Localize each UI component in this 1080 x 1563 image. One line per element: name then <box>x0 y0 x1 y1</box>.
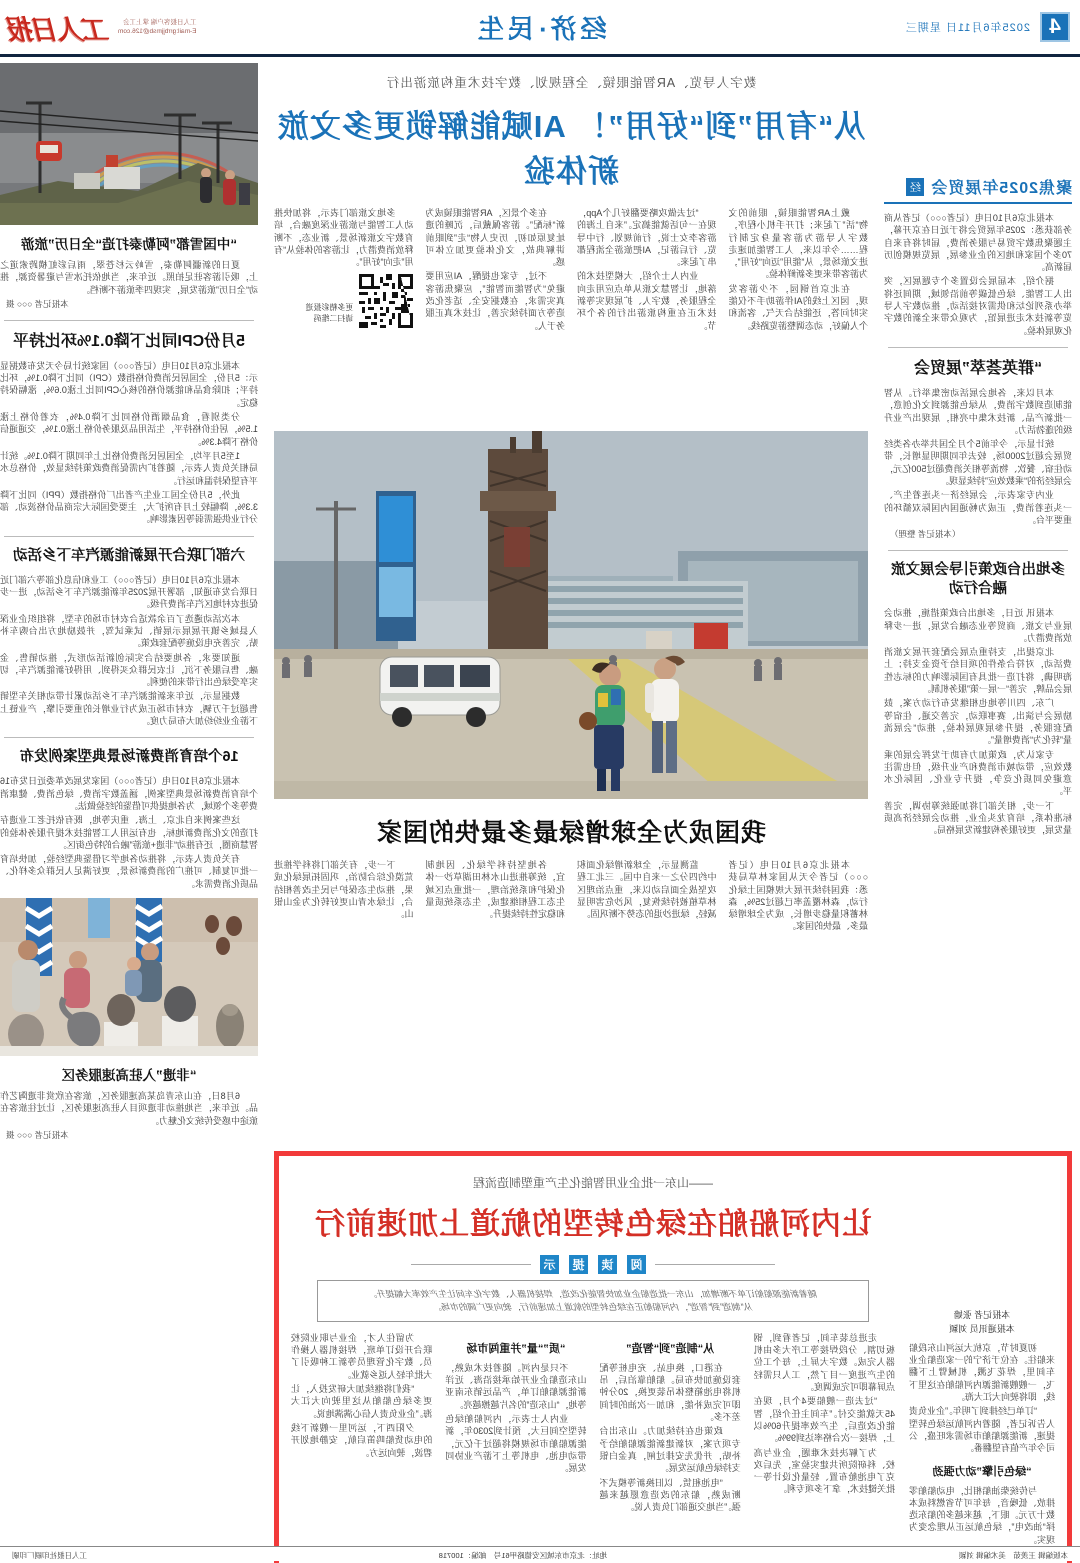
text-column <box>274 859 414 1001</box>
article-paragraph: 广东、四川等地也相继发布行动方案，鼓励展会与演出、赛事联动，完善交通、住宿等配套服务，提升参展观展体验，推动“会展流量”转化为“消费增量”。 <box>884 698 1072 746</box>
article-paragraph: 统计显示，今年前5个月全国共举办各类经贸展会超过2000场，较去年同期明显增长，带动住宿、餐饮、物流等相关消费超过500亿元，会展经济的“乘数效应”持续显现。 <box>884 439 1072 487</box>
reading-tip-box <box>317 1280 869 1322</box>
text-column <box>426 859 566 1001</box>
feature-subhead: “绿色引擎”动力强劲 <box>932 1465 1032 1478</box>
divider <box>888 550 1068 551</box>
gallery-article-headline: “非遗”入驻高速服务区 <box>61 1067 197 1083</box>
ai-article-headline: 从“有用”到“好用”！ AI赋能解锁更多文旅新体验 <box>276 109 866 189</box>
footer-left: 本版编辑 王羡茹 美术编辑 刘颖 <box>958 1551 1068 1560</box>
article-paragraph: 业内专家表示，会展经济一头连着生产、一头连着消费，正成为畅通国内国际双循环的重要平台。 <box>884 490 1072 525</box>
text-column <box>291 1332 432 1563</box>
qr-code <box>360 274 414 328</box>
section-title: 经济·民生 <box>473 13 607 44</box>
focus-tag-label: 聚焦2025年展贸会 <box>930 180 1072 197</box>
column-left <box>884 63 1072 1141</box>
text-column <box>274 207 414 425</box>
article-headline: “群英荟萃”展贸会 <box>914 359 1043 377</box>
feature-red-box <box>274 1151 1072 1563</box>
ai-article-kicker: 数字人导览、AR智能眼镜、全程规划、数字技术重构旅游出行 <box>385 76 757 90</box>
article-paragraph: 与传统柴油船相比，电动船舶零排放、低噪音，每年可节省燃料成本数十万元。眼下，越来越多的船东选择“油改电”，绿色航运正从理念变为现实。 <box>909 1485 1055 1545</box>
article-paragraph: 分类别看，食品烟酒价格同比下降0.4%，衣着价格上涨1.5%，居住价格持平，生活用品及服务价格上涨0.1%，交通通信价格下降4.3%。 <box>0 412 258 447</box>
text-column <box>577 859 717 1001</box>
qr-block <box>274 274 414 328</box>
article-paragraph: 本报北京6月10日电（记者○○○）记者从商务部获悉：2025年展贸会将于近日在京开幕，主题聚焦数字贸易与服务消费，届时将有来自70多个国家和地区的企业参展，展览规模创历届新高。 <box>884 213 1072 273</box>
divider <box>4 737 254 738</box>
feature-byline <box>909 1308 1055 1336</box>
tip-rule <box>655 1264 775 1265</box>
feature-byline-line2: 本报通讯员 刘颖 <box>949 1323 1015 1334</box>
article-paragraph: 夏日的新疆阿勒泰，雪岭云杉苍翠，雨后彩虹横跨索道之上，吸引游客驻足拍照。近年来，当地依托冰雪与避暑资源，推动“全日历”旅游发展，实现四季旅游不断档。 <box>0 260 258 295</box>
feature-subhead: “质”“量”并重闯市场 <box>466 1342 566 1355</box>
article-paragraph: 本月以来，各地会展活动密集举行。从智能制造到数字消费，从绿色能源到文化创意，一批新产品、新技术集中亮相，展现出产业升级的蓬勃活力。 <box>884 387 1072 435</box>
article-paragraph: 在多个景区，AR智能眼镜成为新“标配”。游客佩戴后，沉睡的遗址复原如初，历史人物“走”到眼前讲解典故，文化体验更加立体可感。 <box>425 208 565 268</box>
newspaper-logo: 工人日报 <box>10 14 110 45</box>
brand-subtext-line2: E-mail:grrbjjmsb@126.com <box>118 28 197 35</box>
dateline: 2025年6月11日 星期三 <box>904 22 1030 34</box>
article-paragraph: 不过，专家也提醒，AI应用要避免“为智能而智能”，应聚焦游客真实需求，在数据安全、适老化改造等方面持续完善，让技术真正服务于人。 <box>425 271 565 331</box>
article-paragraph: “我们将继续加大研发投入，让更多绿色船舶从这里驶向大江大海。”企业负责人信心满满地说。 <box>291 1384 433 1419</box>
article-byline: （本报记者 整理） <box>890 529 961 540</box>
article-paragraph: 本报讯 近日，多地出台政策措施，推动会展业与文旅、商贸等业态融合发展，进一步释放消费潜力。 <box>884 608 1072 643</box>
article-headline: 多地出台政策引导会展文旅融合行动 <box>891 562 1065 598</box>
article-paragraph: 这些案例来自北京、上海、重庆等地，既有依托老工业遗存打造的文化消费新地标，也有运用人工智能技术提升服务体验的智慧商圈，还有推动“非遗+旅游”融合的特色街区。 <box>0 815 258 850</box>
auto-headline: 六部门联合开展新能源汽车下乡活动 <box>13 547 245 564</box>
qr-caption <box>306 302 354 324</box>
page-grid <box>0 57 1080 1563</box>
article-paragraph: 下一步，相关部门将加强统筹协调，完善标准体系，培育龙头企业，推动会展经济高质量发展，更好服务构建新发展格局。 <box>884 800 1072 836</box>
page-number-box: 4 <box>1040 12 1070 42</box>
photo-credit: 本报记者 ○○○ 摄 <box>6 298 69 309</box>
article-paragraph: 戴上AR智能眼镜，眼前的文物“活”了起来；打开手机小程序，数字人导游为游客量身定制行程……今年以来，人工智能加速走进文旅场景，从“能用”迈向“好用”，为游客带来更多新鲜体验。 <box>728 208 868 280</box>
feature-byline-line1: 本报记者 张嫱 <box>953 1309 1011 1320</box>
divider <box>4 536 254 537</box>
article-paragraph: “电池租赁、以旧换新等模式不断成熟，船东的改造意愿越来越强。”当地交通部门负责人说。 <box>599 1477 741 1513</box>
divider <box>888 347 1068 348</box>
article-paragraph: 在港口，换电站、充电桩等配套设施加快布局。船舶靠泊后，吊机将电池箱整体吊装更换，20分钟即可完成补能，和加一次油的时间差不多。 <box>599 1362 741 1423</box>
article-paragraph: 6月8日，在山东青岛某高速服务区，旅客在欣赏非遗陶艺作品。近年来，当地推动非遗项目入驻高速服务区，让过往旅客在旅途中感受传统文化魅力。 <box>0 1090 258 1126</box>
gallery-photo <box>0 898 258 1056</box>
focus-tag-icon: 经 <box>906 178 924 196</box>
tip-char: 示 <box>540 1255 559 1274</box>
article-paragraph: “过去做攻略要翻好几个App，现在一句话就能搞定。”来自上海的游客李女士说，行前规划、行中导览、行后游记，AI把旅游全流程都串了起来。 <box>577 208 717 268</box>
main-photo <box>274 431 868 799</box>
tip-char: 阅 <box>627 1255 646 1274</box>
text-column <box>754 1332 895 1563</box>
text-column <box>729 207 869 425</box>
article-paragraph: 下一步，有关部门将科学推进荒漠化综合防治，巩固拓展绿化成果，推动生态保护与民生改善相结合，让绿水青山更好转化为金山银山。 <box>274 860 414 920</box>
article-paragraph: “订单已经排到了明年。”企业负责人告诉记者，随着内河航运绿色转型提速，新能源船舶市场需求旺盛，公司今年产值有望翻番。 <box>909 1406 1055 1454</box>
article-paragraph: 走进总装车间，记者看到，钢板切割、分段焊接等工序大多由机器人完成。数字大屏上，每个工位的生产进度一目了然，工人只需轻点屏幕即可完成调度。 <box>753 1332 895 1393</box>
article-paragraph: 本报北京6月10日电（记者○○○）国家统计局今天发布数据显示：5月份，全国居民消费价格指数（CPI）同比下降0.1%，环比持平；扣除食品和能源价格的核心CPI同比上涨0.6%，涨幅保持稳定。 <box>0 360 258 408</box>
article-paragraph: 据介绍，本届展会设置多个专题展区，突出人工智能、绿色低碳等前沿领域，期间还将举办系列论坛和供需对接活动，推动数字人导览等新技术走进展馆，为观众带来全新的数字化观展体验。 <box>884 276 1072 336</box>
text-column <box>426 207 566 425</box>
article-paragraph: 本报北京6月10日电（记者○○○）国家发展改革委近日发布16个培育消费新场景典型案例，涵盖数字消费、绿色消费、健康消费等多个领域，为各地提供可借鉴的经验做法。 <box>0 776 258 811</box>
reading-tip-badge <box>291 1255 895 1274</box>
green-article-body <box>274 859 868 1001</box>
article-paragraph: 通知要求，各地要结合实际创新活动形式，推动销售、金融、售后服务下沉，让农民群众买得到、用得好新能源汽车，切实享受绿色出行带来的便利。 <box>0 652 258 688</box>
column-right <box>0 63 258 1141</box>
article-paragraph: 政策也在持续加力。山东出台专项方案，对新建新能源船舶给予补贴，并优先安排过闸，真金白银支持绿色航运发展。 <box>599 1426 741 1474</box>
article-paragraph: 业内人士表示，内河船舶绿色转型空间巨大，预计到2030年，新能源船舶市场规模将超过千亿元，带动电池、电机等上下游产业协同发展。 <box>445 1414 587 1474</box>
article-paragraph: 各地坚持科学绿化、因地制宜，统筹推进山水林田湖草沙一体化保护和系统治理，一批重点区域生态工程相继建成，生态系统质量和稳定性持续提升。 <box>425 860 565 920</box>
ai-article-body <box>274 207 868 425</box>
tip-char: 提 <box>569 1255 588 1274</box>
column-center <box>274 63 868 1141</box>
article-paragraph: 1至5月平均，全国居民消费价格比上年同期下降0.1%。统计局相关负责人表示，随着扩内需促消费政策持续显效，价格总水平有望保持温和运行。 <box>0 450 258 486</box>
text-column <box>445 1332 586 1563</box>
article-paragraph: 多地文旅部门表示，将加快推动人工智能与旅游业深度融合，培育数字文旅新场景、新业态，不断释放消费潜力，让游客的体验从“有用”走向“好用”。 <box>274 208 414 268</box>
article-paragraph: 本次活动遴选了百余款适合农村市场的车型，将组织企业深入县域乡镇开展展示展销、试乘试驾，并鼓励地方出台购车补贴、完善充电设施等配套政策。 <box>0 613 258 649</box>
qr-caption-line1: 更多精彩报道 <box>305 303 354 313</box>
masthead <box>0 0 1080 57</box>
article-paragraph: 监测显示，全球新增绿化面积中约四分之一来自中国。三北工程攻坚战全面启动以来，重点治理区林草植被持续恢复，风沙危害明显减轻，绿进沙退的态势不断巩固。 <box>577 860 717 920</box>
article-paragraph: “过去造一艘船要4个月，现在45天就能交付。”车间主任介绍，智能化改造后，生产效率提升60%以上，焊接一次合格率达到99%。 <box>753 1396 895 1444</box>
tip-line2: 从“制造”到“智造”，内河船舶正在绿色转型的航道上加速前行，驶向更广阔的市场。 <box>433 1301 753 1312</box>
qr-caption-line2: 请扫二维码 <box>313 314 354 324</box>
feature-first-column <box>909 1166 1055 1563</box>
article-paragraph: 此外，5月份全国工业生产者出厂价格指数（PPI）同比下降3.3%，降幅较上月有所扩大，主要受国际大宗商品价格波动、部分行业供强需弱等因素影响。 <box>0 489 258 525</box>
page-footer <box>0 1546 1080 1561</box>
feature-headline: 让内河船舶在绿色转型的航道上加速前行 <box>314 1207 872 1241</box>
article-paragraph: 在北京首钢园，不少游客发现，园区上线的AI伴游助手不仅能实时问答，还能结合天气、客流和个人偏好，动态调整游览路线。 <box>728 283 868 331</box>
green-article-headline: 我国成为全球增绿最多最快的国家 <box>376 819 767 847</box>
brand-subtext-line1: 工人日报客户端 掌上工会 <box>123 19 197 26</box>
focus-section-tag <box>884 175 1072 204</box>
tip-line1: 随着新能源船舶订单不断增加，山东一批造船企业加快智能化改造，焊接机器人、数字化车间让生产效率大幅提升。 <box>368 1288 818 1299</box>
feature-kicker: ——山东一批企业用智能化生产重塑制造流程 <box>473 1175 714 1190</box>
feature-main <box>291 1166 895 1563</box>
article-paragraph: 业内人士介绍，大模型技术的落地，让智慧文旅从单点应用走向全程服务，数字人、扩展现实等新技术正在重构旅游出行的各个环节。 <box>577 271 717 331</box>
feature-subhead: 从“制造”到“智造” <box>626 1342 715 1355</box>
article-paragraph: 不只是内河。随着技术成熟，山东造船企业开始承接沿海、近洋新能源船舶订单，产品远销东南亚等地，“山东造”的名片越擦越亮。 <box>445 1362 587 1410</box>
footer-right: 工人日报社印刷厂印刷 <box>12 1551 88 1560</box>
text-column <box>577 207 717 425</box>
footer-mid: 地址：北京市东城区安德路甲61号 邮编：100718 <box>438 1551 608 1560</box>
article-paragraph: 夕阳西下，运河里一艘新下线的电动货船鸣笛启航，安静地划开碧波，驶向远方。 <box>291 1422 433 1458</box>
photo-credit: 本报记者 ○○○ 摄 <box>6 1129 69 1140</box>
feature-columns <box>291 1332 895 1563</box>
text-column <box>600 1332 741 1563</box>
article-paragraph: 专家认为，政策加力有助于发挥会展的乘数效应，带动城市消费和产业升级，但也需注意避免同质化竞争，提升专业化、国际化水平。 <box>884 749 1072 797</box>
article-paragraph: 为留住人才，企业与职业院校联合开设订单班，焊接机器人操作员、数字化管理员等新工种吸引了大批年轻人返乡就业。 <box>291 1332 433 1380</box>
rainbow-article-headline: “中国雪都”阿勒泰打造“全日历”旅游 <box>21 237 237 252</box>
article-paragraph: 本报北京6月10日电（记者○○○）工业和信息化部等六部门近日联合发布通知，部署开展2025年新能源汽车下乡活动，进一步促进农村地区汽车消费升级。 <box>0 574 258 610</box>
rainbow-photo <box>0 63 258 225</box>
divider <box>4 320 254 321</box>
tip-rule <box>411 1264 531 1265</box>
text-column <box>729 859 869 1001</box>
article-paragraph: 数据显示，近年来新能源汽车下乡活动累计带动相关车型销售超过千万辆，农村市场正成为行业增长的重要引擎，产业链上下游企业纷纷加大布局力度。 <box>0 691 258 727</box>
article-paragraph: 初夏时节，京杭大运河山东段船来船往。在位于济宁的一家造船企业车间里，焊花飞溅，机械臂上下翻飞，一艘艘新能源内河船舶在这里下线，即将驶向大江大海。 <box>909 1342 1055 1403</box>
tip-char: 读 <box>598 1255 617 1274</box>
article-paragraph: 本报北京6月10日电（记者○○○）记者今天从国家林草局获悉：我国持续开展大规模国土绿化行动，森林覆盖率已超过25%，森林蓄积量稳步增长，成为全球增绿最多、最快的国家。 <box>728 860 868 932</box>
cases-headline: 16个培育消费新场景典型案例发布 <box>19 749 239 766</box>
cpi-headline: 5月份CPI同比下降0.1%环比持平 <box>12 332 246 350</box>
article-paragraph: 北京提出，支持重点展会配套开展文旅消费活动，对符合条件的项目给予资金支持；上海明确，将打造一批具有国际影响力的标志性展会品牌，完善“一展一策”服务机制。 <box>884 647 1072 695</box>
article-paragraph: 有关负责人表示，将推动各地学习借鉴典型经验，加快培育一批可复制、可推广的消费新场景，更好满足人民群众多样化、品质化消费需求。 <box>0 854 258 889</box>
article-paragraph: 为了解决技术难题，企业与高校、科研院所共建实验室，先后攻克了电池舱布置、轻量化设计等一批关键技术，拿下多项专利。 <box>753 1447 895 1495</box>
